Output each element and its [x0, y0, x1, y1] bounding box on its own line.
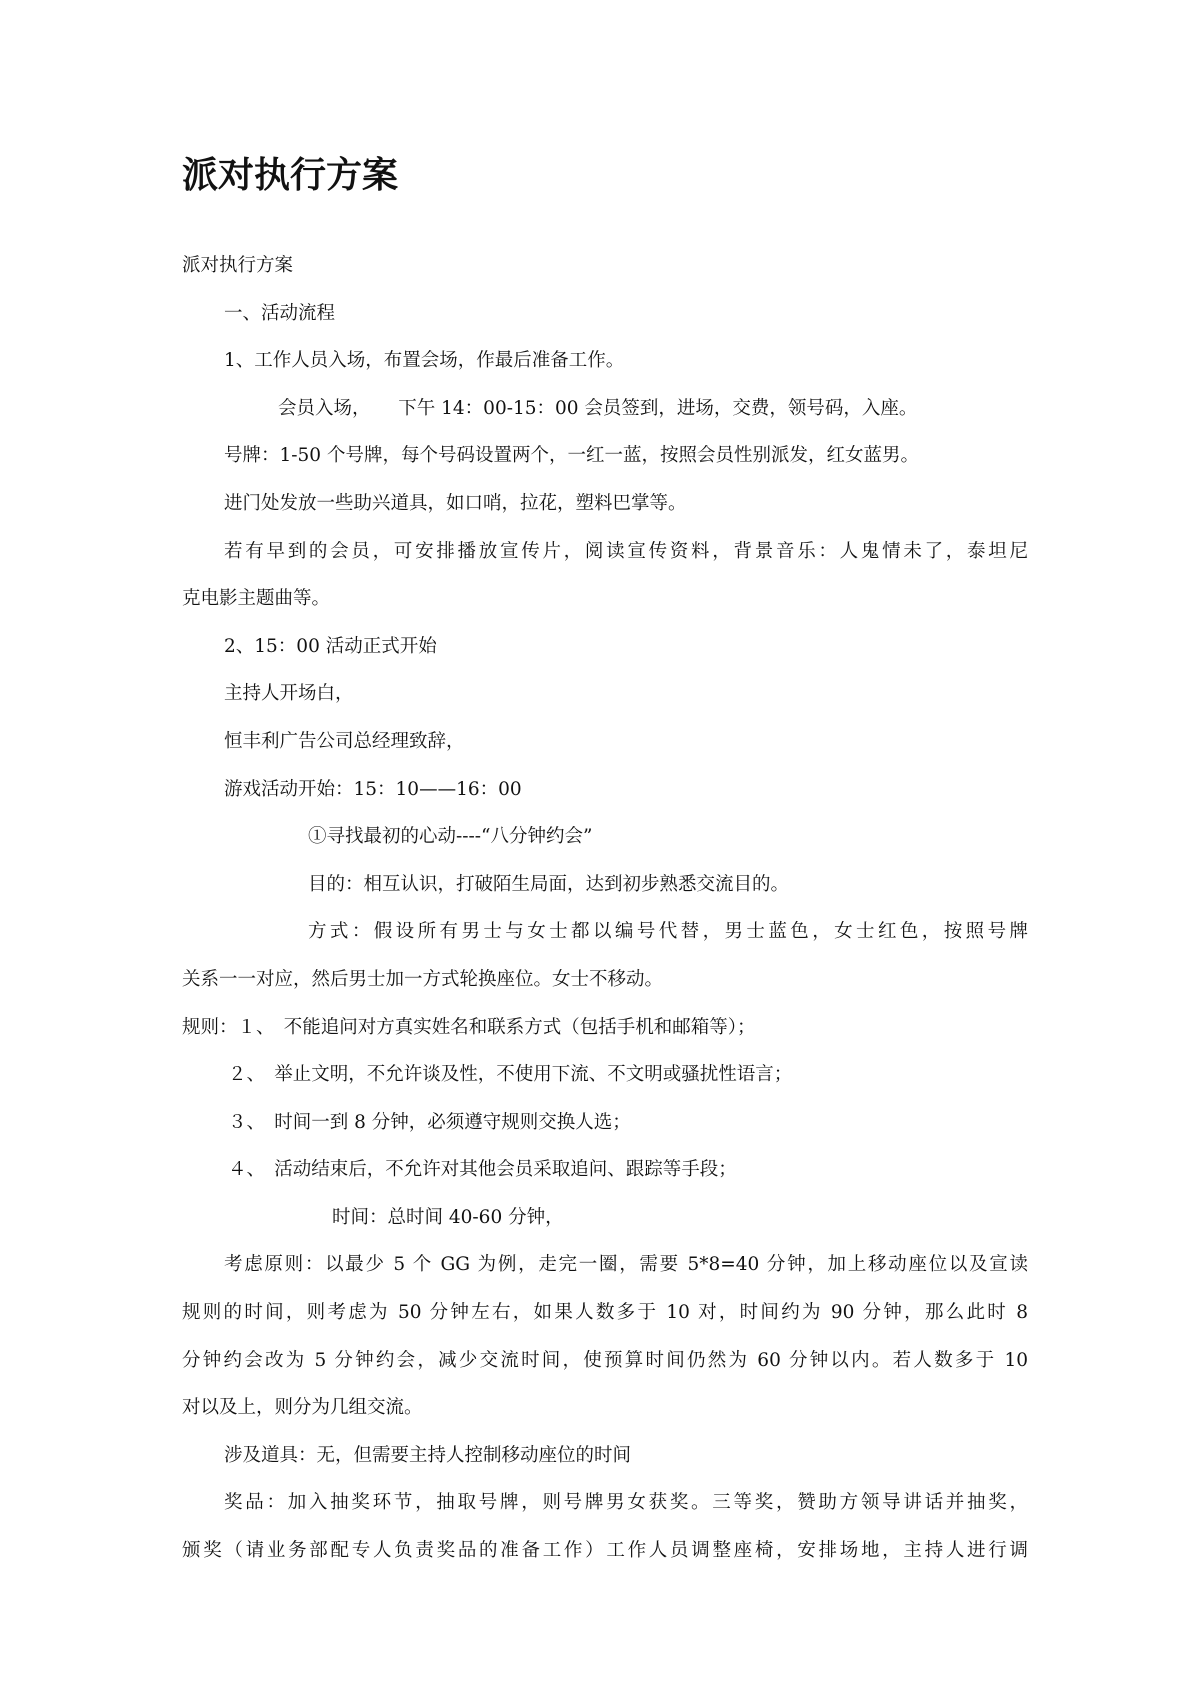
paragraph-line: 对以及上，则分为几组交流。	[182, 1397, 423, 1419]
paragraph-line: 号牌：1-50 个号牌，每个号码设置两个，一红一蓝，按照会员性别派发，红女蓝男。	[224, 445, 919, 467]
paragraph-line: 2、15：00 活动正式开始	[224, 635, 437, 657]
paragraph-line: 时间：总时间 40-60 分钟，	[332, 1206, 564, 1228]
paragraph-line: 主持人开场白，	[224, 683, 354, 705]
document-body	[182, 242, 1028, 1575]
paragraph-line: ２、 举止文明，不允许谈及性，不使用下流、不文明或骚扰性语言；	[228, 1064, 793, 1086]
paragraph-line: 关系一一对应，然后男士加一方式轮换座位。女士不移动。	[182, 968, 664, 990]
paragraph-line: 目的：相互认识，打破陌生局面，达到初步熟悉交流目的。	[308, 873, 790, 895]
paragraph-line: 一、活动流程	[224, 302, 336, 324]
paragraph-line: 恒丰利广告公司总经理致辞，	[224, 730, 465, 752]
paragraph-line: 涉及道具：无，但需要主持人控制移动座位的时间	[224, 1444, 632, 1466]
paragraph-line: 进门处发放一些助兴道具，如口哨，拉花，塑料巴掌等。	[224, 492, 687, 514]
paragraph-line: 游戏活动开始：15：10——16：00	[224, 778, 522, 800]
document-title: 派对执行方案	[182, 154, 399, 196]
paragraph-line: 1、工作人员入场，布置会场，作最后准备工作。	[224, 350, 625, 372]
paragraph-line: 会员入场， 下午 14：00-15：00 会员签到，进场，交费，领号码，入座。	[278, 397, 918, 419]
paragraph-line: 分钟约会改为 5 分钟约会，减少交流时间，使预算时间仍然为 60 分钟以内。若人数多于 10	[182, 1349, 1028, 1371]
paragraph-line: 若有早到的会员，可安排播放宣传片，阅读宣传资料，背景音乐：人鬼情未了，泰坦尼	[224, 540, 1028, 562]
paragraph-line: ３、 时间一到 8 分钟，必须遵守规则交换人选；	[228, 1111, 631, 1133]
paragraph-line: 克电影主题曲等。	[182, 588, 331, 610]
paragraph-line: ①寻找最初的心动----“八分钟约会”	[308, 826, 593, 848]
paragraph-line: 方式：假设所有男士与女士都以编号代替，男士蓝色，女士红色，按照号牌	[308, 921, 1028, 943]
paragraph-line: ４、 活动结束后，不允许对其他会员采取追问、跟踪等手段；	[228, 1159, 737, 1181]
paragraph-line: 派对执行方案	[182, 255, 294, 276]
paragraph-line: 规则：１、 不能追问对方真实姓名和联系方式（包括手机和邮箱等）；	[182, 1016, 756, 1038]
paragraph-line: 奖品：加入抽奖环节，抽取号牌，则号牌男女获奖。三等奖，赞助方领导讲话并抽奖，	[224, 1492, 1028, 1514]
paragraph-line: 考虑原则：以最少 5 个 GG 为例，走完一圈，需要 5*8=40 分钟，加上移动座位以及宣读	[224, 1254, 1028, 1276]
paragraph-line: 规则的时间，则考虑为 50 分钟左右，如果人数多于 10 对，时间约为 90 分钟，那么此时 8	[182, 1302, 1028, 1324]
paragraph-line: 颁奖（请业务部配专人负责奖品的准备工作）工作人员调整座椅，安排场地，主持人进行调	[182, 1540, 1028, 1562]
